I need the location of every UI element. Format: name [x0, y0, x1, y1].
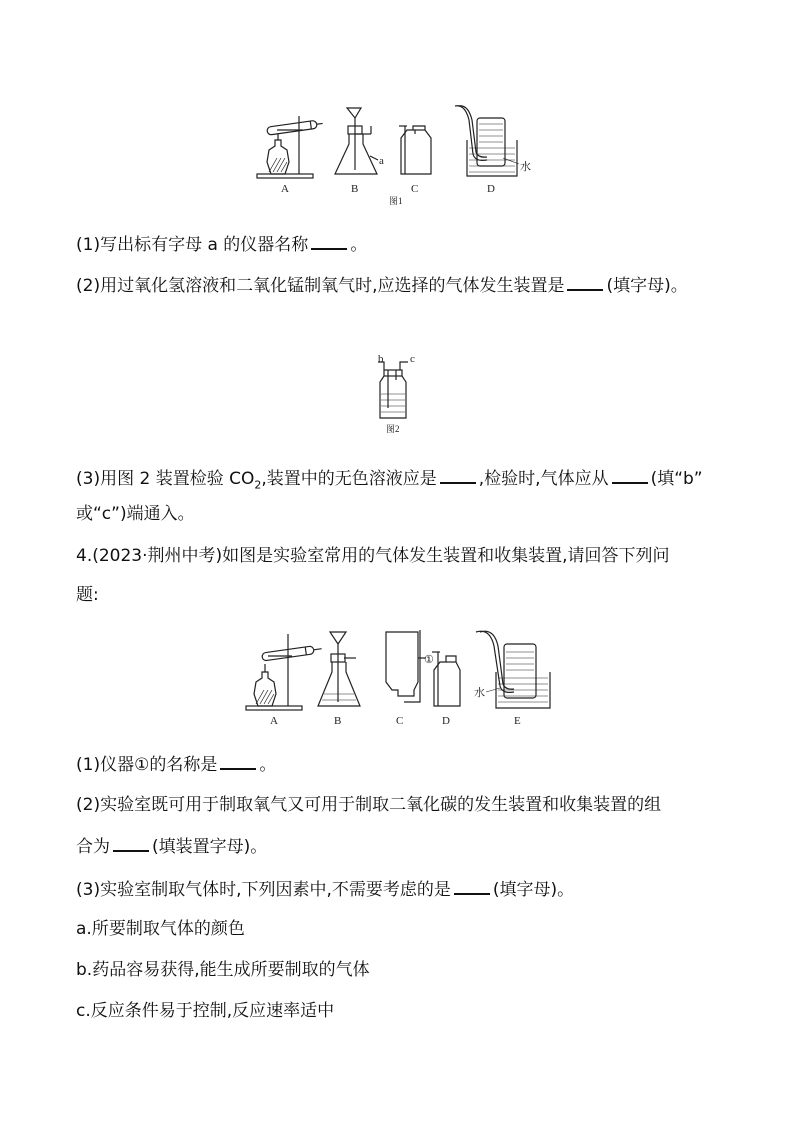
q3-part-3-line-2: 或“c”)端通入。 — [76, 504, 195, 524]
figure-3-pointer-1: ① — [424, 654, 434, 666]
figure-3-label-a: A — [270, 715, 278, 727]
figure-3-drawing — [244, 628, 560, 728]
q3-part-3-text: (3)用图 2 装置检验 CO — [76, 469, 255, 489]
q3-part-1-end: 。 — [350, 235, 368, 255]
figure-1-label-a: A — [281, 183, 289, 195]
figure-3-label-c: C — [396, 715, 404, 727]
q4-part-2-line-1: (2)实验室既可用于制取氧气又可用于制取二氧化碳的发生装置和收集装置的组 — [76, 795, 662, 815]
figure-1-pointer-water: 水 — [520, 161, 531, 173]
q4-part-3-text: (3)实验室制取气体时,下列因素中,不需要考虑的是 — [76, 880, 451, 900]
figure-2-caption: 图2 — [386, 424, 400, 434]
q3-part-1 — [76, 232, 367, 256]
figure-3-pointer-water: 水 — [474, 687, 485, 699]
q4-part-3-end: (填字母)。 — [492, 880, 575, 900]
figure-1-drawing — [255, 100, 545, 208]
q3-part-1-text: (1)写出标有字母 a 的仪器名称 — [76, 235, 309, 255]
figure-3 — [244, 628, 560, 728]
figure-1-caption: 图1 — [389, 196, 403, 206]
q3-part-3-mid-1: ,装置中的无色溶液应是 — [261, 469, 437, 489]
figure-2-label-b: b — [378, 353, 384, 365]
figure-2-drawing — [370, 350, 430, 438]
figure-1-label-d: D — [487, 183, 495, 195]
q4-part-1-end: 。 — [259, 755, 277, 775]
figure-3-label-d: D — [442, 715, 450, 727]
q4-stem-line-2: 题: — [76, 585, 99, 605]
q4-part-3 — [76, 877, 574, 901]
q4-part-1 — [76, 752, 276, 776]
answer-blank[interactable] — [612, 466, 648, 484]
q3-part-3 — [76, 466, 703, 496]
figure-3-label-e: E — [514, 715, 521, 727]
q4-part-2-end: (填装置字母)。 — [152, 837, 268, 857]
figure-1-pointer-a: a — [379, 155, 384, 167]
figure-2-label-c: c — [410, 353, 415, 365]
answer-blank[interactable] — [220, 752, 256, 770]
q3-part-3-mid-2: ,检验时,气体应从 — [478, 469, 609, 489]
figure-1-label-c: C — [411, 183, 419, 195]
answer-blank[interactable] — [454, 877, 490, 895]
q3-part-2 — [76, 273, 688, 297]
answer-blank[interactable] — [440, 466, 476, 484]
q4-part-2-line-2 — [76, 834, 267, 858]
q3-part-2-end: (填字母)。 — [606, 276, 688, 296]
q4-stem-line-1: 4.(2023·荆州中考)如图是实验室常用的气体发生装置和收集装置,请回答下列问 — [76, 546, 670, 566]
answer-blank[interactable] — [311, 232, 347, 250]
q3-part-2-text: (2)用过氧化氢溶液和二氧化锰制氧气时,应选择的气体发生装置是 — [76, 276, 565, 296]
q3-part-3-end: (填“b” — [650, 469, 703, 489]
q4-option-b: b.药品容易获得,能生成所要制取的气体 — [76, 960, 370, 980]
figure-3-label-b: B — [334, 715, 342, 727]
subscript-2: 2 — [254, 478, 262, 492]
q4-part-1-text: (1)仪器①的名称是 — [76, 755, 218, 775]
figure-1 — [255, 100, 545, 208]
q4-option-c: c.反应条件易于控制,反应速率适中 — [76, 1001, 335, 1021]
answer-blank[interactable] — [113, 834, 149, 852]
figure-2 — [370, 350, 430, 438]
figure-1-label-b: B — [351, 183, 359, 195]
q4-part-2-text: 合为 — [76, 837, 110, 857]
answer-blank[interactable] — [567, 273, 603, 291]
q4-option-a: a.所要制取气体的颜色 — [76, 919, 245, 939]
